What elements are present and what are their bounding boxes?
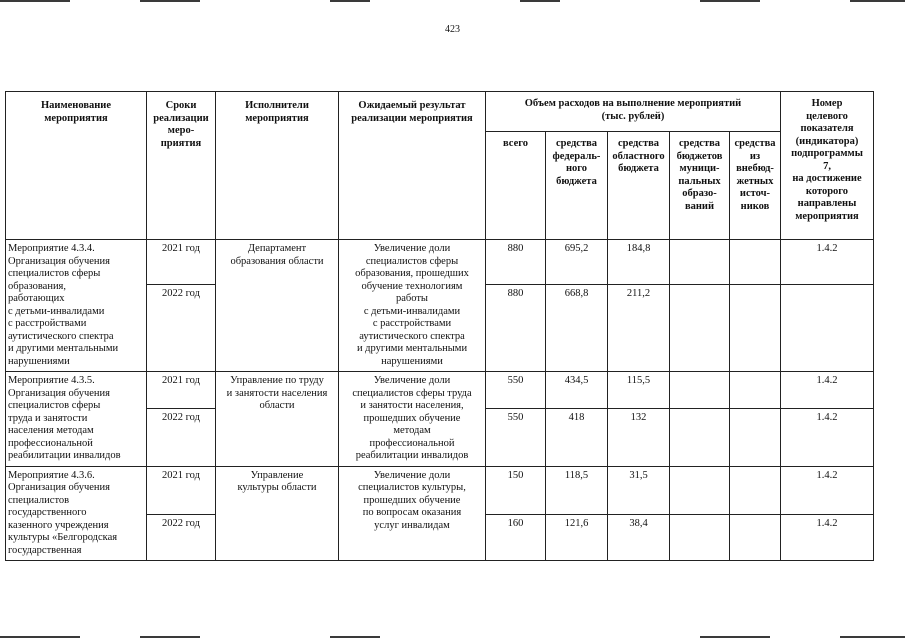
- header-federal: средства федераль- ного бюджета: [546, 132, 608, 240]
- scan-line-bottom: [700, 636, 770, 638]
- header-terms-bottom: меро- приятия: [160, 125, 202, 149]
- total-cell: 150: [486, 466, 546, 514]
- header-expected-result: Ожидаемый результат реализации мероприятия: [339, 92, 486, 240]
- federal-cell: 434,5: [546, 372, 608, 409]
- scan-line-top: [0, 0, 70, 2]
- municipal-cell: [670, 240, 730, 285]
- total-cell: 550: [486, 409, 546, 466]
- federal-cell: 418: [546, 409, 608, 466]
- table-row: [6, 466, 874, 514]
- header-terms-top: Сроки реализации: [153, 100, 209, 124]
- measure-name: Мероприятие 4.3.6. Организация обучения специалистов государственного казенного учреждения культуры «Белгородская государственная: [6, 466, 147, 561]
- header-municipal: средства бюджетов муници- пальных образо- ваний: [670, 132, 730, 240]
- scan-line-bottom: [140, 636, 200, 638]
- year-cell: 2021 год: [147, 466, 216, 514]
- municipal-cell: [670, 372, 730, 409]
- municipal-cell: [670, 409, 730, 466]
- extrabudget-cell: [730, 372, 781, 409]
- extrabudget-cell: [730, 285, 781, 372]
- regional-cell: 31,5: [608, 466, 670, 514]
- executor-cell: Департамент образования области: [216, 240, 339, 372]
- scan-line-bottom: [0, 636, 80, 638]
- measure-name: Мероприятие 4.3.4. Организация обучения специалистов сферы образования, работающих с детьми-инвалидами с расстройствами аутистического спектра и другими ментальными нарушениями: [6, 240, 147, 372]
- scan-line-top: [700, 0, 760, 2]
- target-cell: 1.4.2: [781, 514, 874, 560]
- extrabudget-cell: [730, 409, 781, 466]
- year-cell: 2021 год: [147, 240, 216, 285]
- municipal-cell: [670, 514, 730, 560]
- target-cell: 1.4.2: [781, 372, 874, 409]
- federal-cell: 118,5: [546, 466, 608, 514]
- federal-cell: 695,2: [546, 240, 608, 285]
- extrabudget-cell: [730, 466, 781, 514]
- total-cell: 880: [486, 285, 546, 372]
- scan-line-top: [520, 0, 560, 2]
- total-cell: 550: [486, 372, 546, 409]
- result-cell: Увеличение доли специалистов сферы образования, прошедших обучение технологиям работы с детьми-инвалидами с расстройствами аутистического спектра и другими ментальными нарушениями: [339, 240, 486, 372]
- scan-line-top: [330, 0, 370, 2]
- header-volume: Объем расходов на выполнение мероприятий (тыс. рублей): [486, 92, 781, 132]
- municipal-cell: [670, 466, 730, 514]
- header-target-indicator: Номер целевого показателя (индикатора) подпрограммы 7, на достижение которого направлены мероприятия: [781, 92, 874, 240]
- result-cell: Увеличение доли специалистов культуры, прошедших обучение по вопросам оказания услуг инвалидам: [339, 466, 486, 561]
- scan-line-top: [140, 0, 200, 2]
- table-row: [6, 240, 874, 285]
- table-row: [6, 372, 874, 409]
- regional-cell: 115,5: [608, 372, 670, 409]
- header-name: Наименование мероприятия: [6, 92, 147, 240]
- regional-cell: 38,4: [608, 514, 670, 560]
- header-row: [6, 92, 874, 132]
- regional-cell: 211,2: [608, 285, 670, 372]
- target-cell: 1.4.2: [781, 466, 874, 514]
- target-cell: 1.4.2: [781, 409, 874, 466]
- header-extrabudget: средства из внебюд- жетных источ- ников: [730, 132, 781, 240]
- year-cell: 2022 год: [147, 285, 216, 372]
- scan-line-top: [850, 0, 905, 2]
- regional-cell: 184,8: [608, 240, 670, 285]
- scan-line-bottom: [840, 636, 905, 638]
- result-cell: Увеличение доли специалистов сферы труда и занятости населения, прошедших обучение методам профессиональной реабилитации инвалидов: [339, 372, 486, 467]
- year-cell: 2021 год: [147, 372, 216, 409]
- municipal-cell: [670, 285, 730, 372]
- year-cell: 2022 год: [147, 514, 216, 560]
- regional-cell: 132: [608, 409, 670, 466]
- header-total: всего: [486, 132, 546, 240]
- measure-name: Мероприятие 4.3.5. Организация обучения специалистов сферы труда и занятости населения методам профессиональной реабилитации инвалидов: [6, 372, 147, 467]
- measures-table: [5, 91, 874, 561]
- year-cell: 2022 год: [147, 409, 216, 466]
- page-number: 423: [445, 24, 460, 35]
- total-cell: 880: [486, 240, 546, 285]
- header-terms: [147, 92, 216, 240]
- target-cell: [781, 285, 874, 372]
- total-cell: 160: [486, 514, 546, 560]
- extrabudget-cell: [730, 240, 781, 285]
- target-cell: 1.4.2: [781, 240, 874, 285]
- executor-cell: Управление культуры области: [216, 466, 339, 561]
- federal-cell: 668,8: [546, 285, 608, 372]
- header-regional: средства областного бюджета: [608, 132, 670, 240]
- extrabudget-cell: [730, 514, 781, 560]
- header-executors: Исполнители мероприятия: [216, 92, 339, 240]
- federal-cell: 121,6: [546, 514, 608, 560]
- executor-cell: Управление по труду и занятости населения области: [216, 372, 339, 467]
- scan-line-bottom: [330, 636, 380, 638]
